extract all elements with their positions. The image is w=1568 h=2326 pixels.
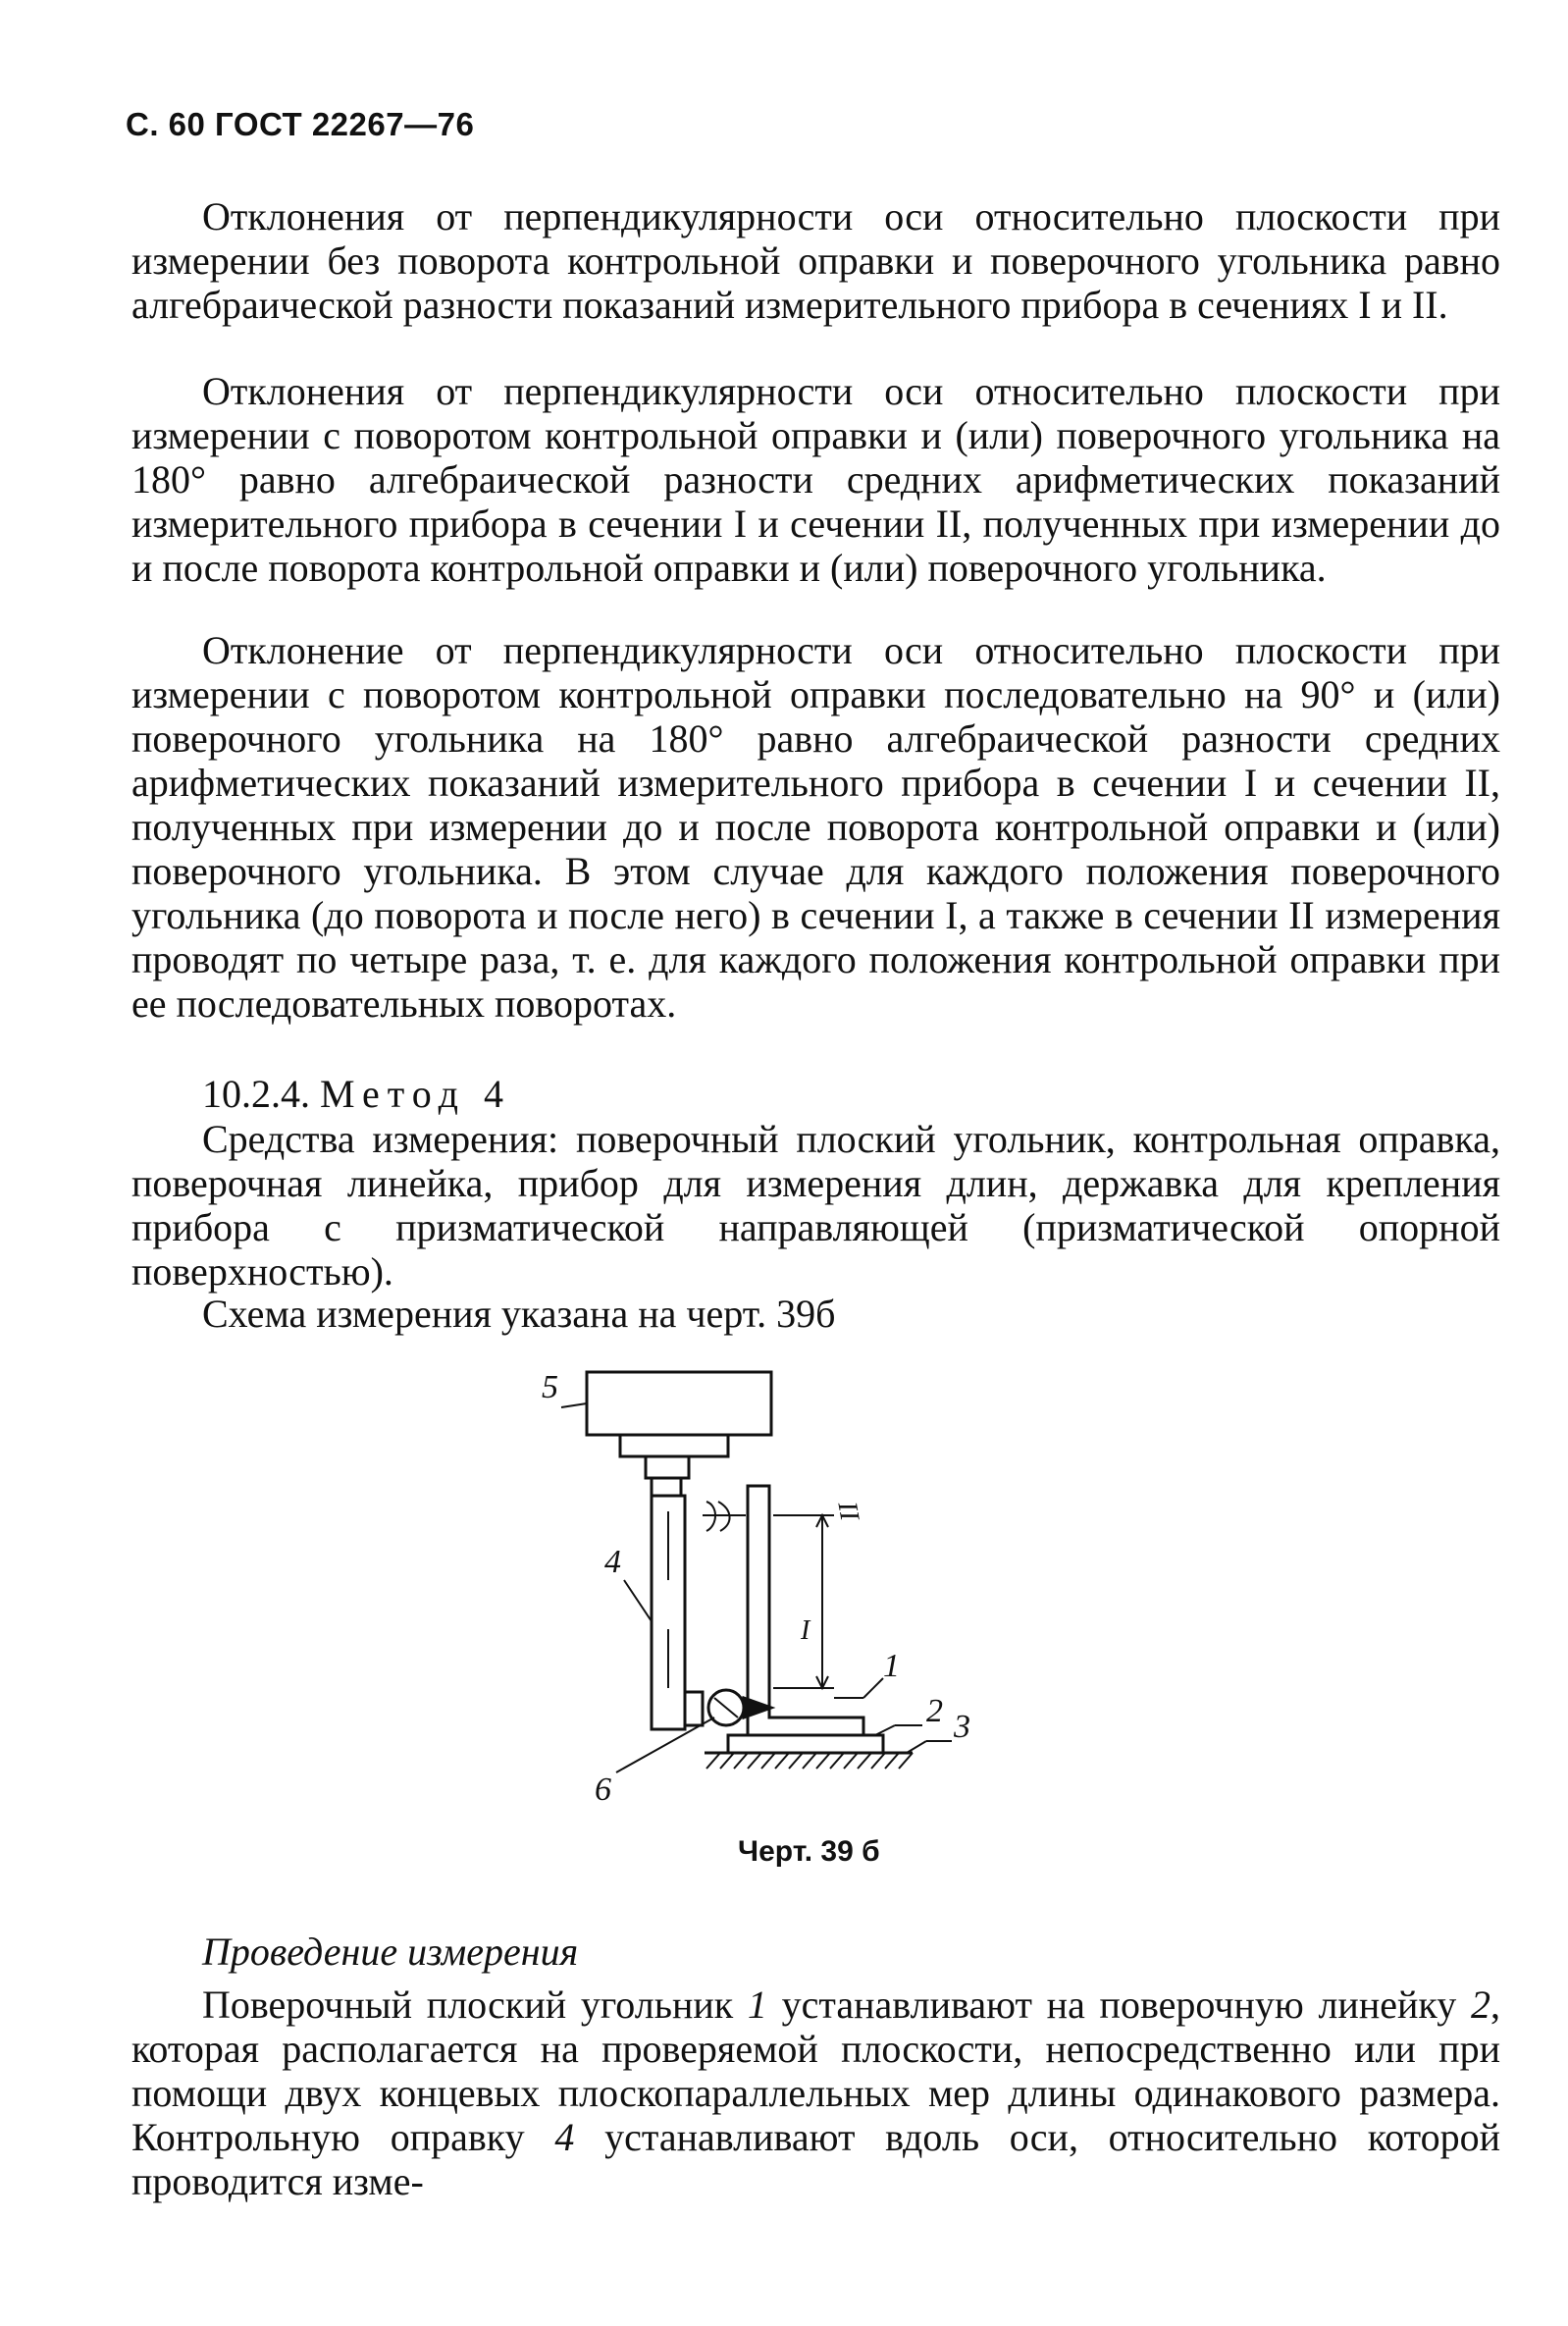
paragraph-4 xyxy=(131,1117,1500,1294)
page-header: С. 60 ГОСТ 22267—76 xyxy=(126,106,475,142)
measurement-diagram xyxy=(510,1364,1099,1835)
method-number: 10.2.4. xyxy=(202,1072,310,1116)
label-section-I: I xyxy=(801,1615,810,1646)
method-name: Метод 4 xyxy=(320,1072,511,1116)
label-1: 1 xyxy=(883,1648,900,1684)
paragraph-5-text xyxy=(131,1982,1500,2203)
scheme-reference: Схема измерения указана на черт. 39б xyxy=(202,1292,836,1336)
figure-caption: Черт. 39 б xyxy=(738,1835,880,1868)
indicator-mount xyxy=(685,1692,703,1725)
method-heading xyxy=(202,1072,511,1116)
label-3: 3 xyxy=(954,1709,970,1745)
label-4: 4 xyxy=(604,1544,621,1580)
paragraph-5-part3: , которая располагается на проверяемой плоскости, непосредственно или при помощи двух концевых плоскопараллельных мер длины одинакового размера. Контрольную оправку xyxy=(131,1982,1500,2159)
ref-square: 1 xyxy=(747,1982,767,2027)
label-6: 6 xyxy=(595,1771,611,1808)
holder-clamp xyxy=(652,1478,681,1496)
paragraph-5-part1: Поверочный плоский угольник xyxy=(202,1982,748,2027)
holder-neck xyxy=(620,1435,728,1456)
label-2: 2 xyxy=(926,1693,943,1729)
label-5: 5 xyxy=(542,1369,558,1405)
paragraph-1 xyxy=(131,194,1500,327)
paragraph-3-text: Отклонение от перпендикулярности оси относительно плоскости при измерении с поворотом контрольной оправки последовательно на 90° и (или) поверочного угольника на 180° равно алгебраической разности средних арифметических показаний измерительного прибора в сечении I и сечении II, полученных при измерении до и после поворота контрольной оправки и (или) поверочного угольника. В этом случае для каждого положения поверочного угольника (до поворота и после него) в сечении I, а также в сечении II измерения проводят по четыре раза, т. е. для каждого положения контрольной оправки при ее последовательных поворотах. xyxy=(131,628,1500,1026)
holder-connector xyxy=(646,1456,689,1478)
section-title: Проведение измерения xyxy=(202,1930,579,1974)
paragraph-5 xyxy=(131,1982,1500,2203)
paragraph-3 xyxy=(131,628,1500,1026)
paragraph-4-text: Средства измерения: поверочный плоский угольник, контрольная оправка, поверочная линейка, прибор для измерения длин, державка для крепления прибора с призматической направляющей (призматической опорной поверхностью). xyxy=(131,1117,1500,1294)
paragraph-5-part2: устанавливают на поверочную линейку xyxy=(766,1982,1471,2027)
base-hatching xyxy=(706,1753,913,1769)
label-section-II: II xyxy=(831,1499,865,1523)
paragraph-5-part4: устанавливают вдоль оси, относительно которой проводится изме- xyxy=(131,2115,1500,2203)
paragraph-2 xyxy=(131,369,1500,590)
ref-straight-edge: 2 xyxy=(1470,1982,1490,2027)
paragraph-2-text: Отклонения от перпендикулярности оси относительно плоскости при измерении с поворотом контрольной оправки и (или) поверочного угольника на 180° равно алгебраической разности средних арифметических показаний измерительного прибора в сечении I и сечении II, полученных при измерении до и после поворота контрольной оправки и (или) поверочного угольника. xyxy=(131,369,1500,590)
paragraph-1-text: Отклонения от перпендикулярности оси относительно плоскости при измерении без поворота контрольной оправки и поверочного угольника равно алгебраической разности показаний измерительного прибора в сечениях I и II. xyxy=(131,194,1500,327)
ref-mandrel: 4 xyxy=(554,2115,575,2159)
straight-edge xyxy=(728,1735,883,1753)
holder-block xyxy=(587,1372,771,1435)
